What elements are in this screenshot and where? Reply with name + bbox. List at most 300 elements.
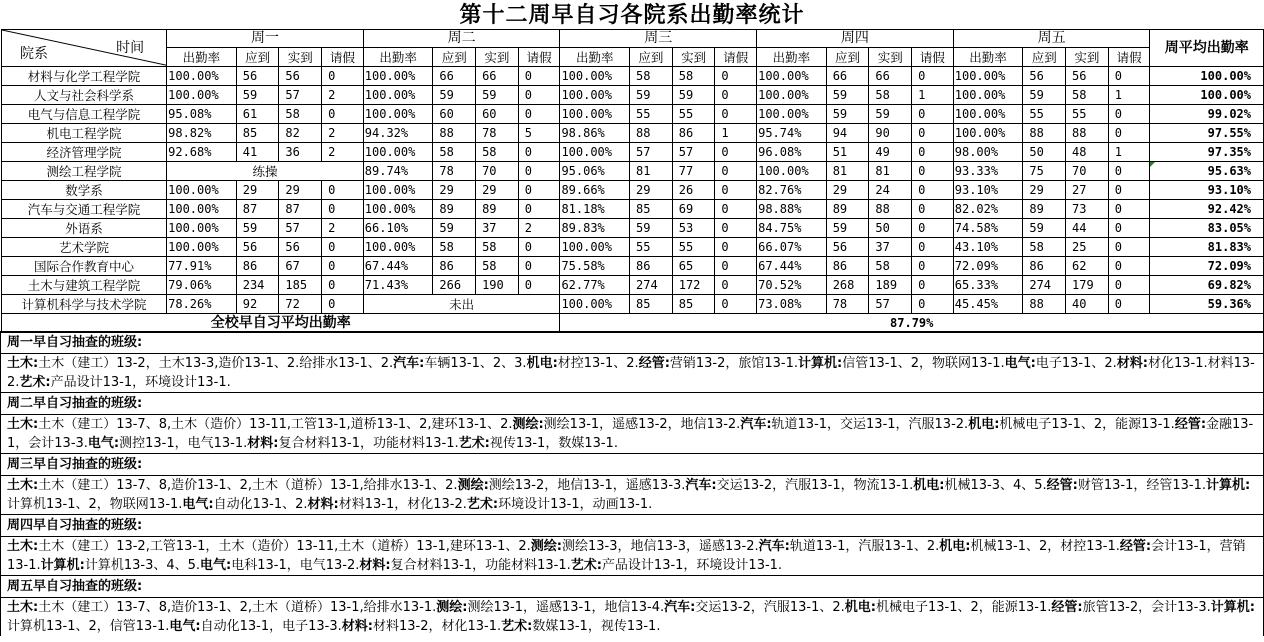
table-row (2, 276, 1264, 295)
college-label: 艺术: (458, 436, 490, 451)
class-list: 机械13-1、2，材控13-1. (970, 539, 1120, 554)
present-cell: 60 (476, 105, 519, 124)
present-cell: 81 (869, 162, 912, 181)
leave-cell: 0 (518, 86, 560, 105)
subheader-present: 实到 (672, 48, 715, 67)
rate-cell: 43.10% (953, 238, 1023, 257)
leave-cell: 0 (912, 143, 954, 162)
dept-name: 材料与化学工程学院 (2, 67, 167, 86)
subheader-due: 应到 (826, 48, 869, 67)
present-cell: 26 (672, 181, 715, 200)
rate-cell: 100.00% (953, 86, 1023, 105)
leave-cell: 0 (518, 200, 560, 219)
rate-cell: 95.08% (167, 105, 237, 124)
day-check-heading: 周二早自习抽查的班级: (1, 392, 1263, 414)
leave-cell: 0 (322, 276, 364, 295)
present-cell: 37 (476, 219, 519, 238)
leave-cell: 0 (715, 257, 757, 276)
leave-cell: 0 (1108, 295, 1150, 314)
leave-cell: 0 (518, 276, 560, 295)
class-list: 计算机13-1、2，信管13-1. (7, 619, 170, 634)
present-cell: 72 (279, 295, 322, 314)
rate-cell: 100.00% (757, 162, 827, 181)
due-cell: 89 (1023, 200, 1066, 219)
due-cell: 266 (433, 276, 476, 295)
due-cell: 274 (1023, 276, 1066, 295)
college-label: 经管: (1119, 539, 1152, 554)
due-cell: 274 (630, 276, 673, 295)
class-list: 测绘13-1，遥感13-2，地信13-2. (543, 417, 741, 432)
day-header-fri: 周五 (953, 30, 1150, 48)
class-list: 金融13-1，会计13-3. (7, 417, 1254, 451)
leave-cell: 0 (1108, 276, 1150, 295)
due-cell: 88 (630, 124, 673, 143)
present-cell: 29 (279, 181, 322, 200)
table-row (2, 162, 1264, 181)
table-row (2, 238, 1264, 257)
class-list: 机械电子13-1、2，能源13-1. (999, 417, 1175, 432)
dept-name: 计算机科学与技术学院 (2, 295, 167, 314)
table-row (2, 105, 1264, 124)
rate-cell: 100.00% (560, 67, 630, 86)
leave-cell: 1 (1108, 86, 1150, 105)
present-cell: 58 (476, 238, 519, 257)
due-cell: 59 (433, 219, 476, 238)
present-cell: 57 (279, 86, 322, 105)
present-cell: 67 (279, 257, 322, 276)
subheader-present: 实到 (476, 48, 519, 67)
day-check-classes (1, 475, 1263, 514)
due-cell: 268 (826, 276, 869, 295)
present-cell: 82 (279, 124, 322, 143)
class-list: 交运13-2，汽服13-1、2. (695, 600, 845, 615)
due-cell: 86 (236, 257, 279, 276)
rate-cell: 100.00% (167, 86, 237, 105)
rate-cell: 45.45% (953, 295, 1023, 314)
leave-cell: 0 (518, 143, 560, 162)
present-cell: 59 (672, 86, 715, 105)
class-list: 电科13-1，电气13-2. (231, 558, 360, 573)
due-cell: 51 (826, 143, 869, 162)
leave-cell: 1 (1108, 143, 1150, 162)
leave-cell: 0 (322, 200, 364, 219)
subheader-due: 应到 (433, 48, 476, 67)
class-list: 复合材料13-1，功能材料13-1. (390, 558, 571, 573)
college-label: 电气: (1004, 356, 1036, 371)
leave-cell: 0 (518, 67, 560, 86)
college-label: 材料: (359, 558, 391, 573)
present-cell: 77 (672, 162, 715, 181)
day-check-heading: 周三早自习抽查的班级: (1, 453, 1263, 475)
present-cell: 185 (279, 276, 322, 295)
weekly-avg-header: 周平均出勤率 (1150, 30, 1264, 67)
due-cell: 88 (1023, 295, 1066, 314)
college-label: 机电: (913, 478, 945, 493)
table-row (2, 200, 1264, 219)
leave-cell: 0 (322, 181, 364, 200)
due-cell: 56 (236, 67, 279, 86)
rate-cell: 72.09% (953, 257, 1023, 276)
present-cell: 58 (869, 257, 912, 276)
leave-cell: 0 (715, 162, 757, 181)
table-row (2, 257, 1264, 276)
class-list: 测控13-1，电气13-1. (119, 436, 248, 451)
leave-cell: 0 (715, 181, 757, 200)
class-list: 计算机13-1、2，物联网13-1. (7, 497, 183, 512)
college-label: 艺术: (466, 497, 499, 512)
class-list: 数媒13-1，视传13-1. (532, 619, 661, 634)
college-label: 材料: (247, 436, 279, 451)
weekly-avg-cell: 95.63% (1150, 162, 1264, 181)
class-list: 测绘13-3，地信13-3，遥感13-2. (562, 539, 759, 554)
weekly-avg-cell: 92.42% (1150, 200, 1264, 219)
rate-cell: 96.08% (757, 143, 827, 162)
leave-cell: 0 (912, 162, 954, 181)
subheader-present: 实到 (869, 48, 912, 67)
leave-cell: 0 (1108, 181, 1150, 200)
weekly-avg-cell: 72.09% (1150, 257, 1264, 276)
leave-cell: 0 (912, 257, 954, 276)
present-cell: 25 (1066, 238, 1109, 257)
present-cell: 29 (476, 181, 519, 200)
college-label: 经管: (638, 356, 670, 371)
due-cell: 56 (236, 238, 279, 257)
class-list: 测绘13-2，地信13-1，遥感13-3. (488, 478, 686, 493)
due-cell: 59 (630, 86, 673, 105)
due-cell: 89 (433, 200, 476, 219)
leave-cell: 0 (1108, 105, 1150, 124)
college-label: 电气: (182, 497, 214, 512)
rate-cell: 71.43% (363, 276, 433, 295)
weekly-avg-cell: 93.10% (1150, 181, 1264, 200)
present-cell: 58 (1066, 86, 1109, 105)
class-list: 复合材料13-1，功能材料13-1. (278, 436, 459, 451)
school-avg-label: 全校早自习平均出勤率 (2, 314, 560, 333)
rate-cell: 100.00% (757, 67, 827, 86)
dept-name: 经济管理学院 (2, 143, 167, 162)
present-cell: 59 (476, 86, 519, 105)
due-cell: 61 (236, 105, 279, 124)
rate-cell: 94.32% (363, 124, 433, 143)
college-label: 汽车: (758, 539, 790, 554)
due-cell: 92 (236, 295, 279, 314)
weekly-avg-cell: 59.36% (1150, 295, 1264, 314)
college-label: 土木: (7, 417, 39, 432)
rate-cell: 100.00% (363, 181, 433, 200)
leave-cell: 0 (1108, 257, 1150, 276)
present-cell: 57 (869, 295, 912, 314)
rate-cell: 100.00% (560, 143, 630, 162)
corner-time-label: 时间 (116, 40, 145, 56)
due-cell: 29 (1023, 181, 1066, 200)
present-cell: 69 (672, 200, 715, 219)
rate-cell: 89.74% (363, 162, 433, 181)
class-list: 信管13-1、2，物联网13-1. (842, 356, 1005, 371)
due-cell: 57 (630, 143, 673, 162)
present-cell: 62 (1066, 257, 1109, 276)
college-label: 计算机: (40, 558, 85, 573)
leave-cell: 2 (322, 124, 364, 143)
table-row (2, 181, 1264, 200)
subheader-due: 应到 (630, 48, 673, 67)
class-list: 材料13-2，材化13-1. (372, 619, 502, 634)
rate-cell: 89.66% (560, 181, 630, 200)
day-check-classes (1, 536, 1263, 575)
present-cell: 40 (1066, 295, 1109, 314)
rate-cell: 70.52% (757, 276, 827, 295)
rate-cell: 98.00% (953, 143, 1023, 162)
dept-name: 艺术学院 (2, 238, 167, 257)
class-list: 会计13-1，营销13-1. (7, 539, 1246, 573)
class-list: 土木（建工）13-2,工管13-1，土木（造价）13-11,土木（道桥）13-1,建环13-1、2. (38, 539, 531, 554)
leave-cell: 0 (715, 276, 757, 295)
day-header-wed: 周三 (560, 30, 757, 48)
table-row (2, 219, 1264, 238)
subheader-due: 应到 (236, 48, 279, 67)
subheader-rate: 出勤率 (363, 48, 433, 67)
due-cell: 59 (826, 219, 869, 238)
due-cell: 56 (1023, 67, 1066, 86)
present-cell: 78 (476, 124, 519, 143)
rate-cell: 100.00% (167, 200, 237, 219)
present-cell: 88 (1066, 124, 1109, 143)
class-list: 轨道13-1，汽服13-1、2. (789, 539, 940, 554)
class-list: 财管13-1，经管13-1. (1077, 478, 1207, 493)
present-cell: 85 (672, 295, 715, 314)
table-row (2, 295, 1264, 314)
college-label: 土木: (7, 539, 39, 554)
present-cell: 86 (672, 124, 715, 143)
due-cell: 85 (630, 200, 673, 219)
leave-cell: 0 (715, 238, 757, 257)
dept-name: 测绘工程学院 (2, 162, 167, 181)
present-cell: 53 (672, 219, 715, 238)
rate-cell: 100.00% (363, 105, 433, 124)
college-label: 土木: (7, 478, 39, 493)
subheader-leave: 请假 (912, 48, 954, 67)
leave-cell: 0 (912, 67, 954, 86)
leave-cell: 0 (912, 219, 954, 238)
present-cell: 190 (476, 276, 519, 295)
college-label: 土木: (7, 600, 39, 615)
college-label: 经管: (1046, 478, 1078, 493)
school-avg-row (2, 314, 1264, 333)
college-label: 计算机: (1206, 478, 1251, 493)
subheader-rate: 出勤率 (953, 48, 1023, 67)
present-cell: 55 (672, 105, 715, 124)
present-cell: 56 (279, 238, 322, 257)
leave-cell: 5 (518, 124, 560, 143)
college-label: 汽车: (685, 478, 717, 493)
due-cell: 59 (1023, 86, 1066, 105)
due-cell: 59 (826, 105, 869, 124)
leave-cell: 0 (912, 124, 954, 143)
rate-cell: 100.00% (363, 200, 433, 219)
present-cell: 56 (279, 67, 322, 86)
leave-cell: 2 (322, 143, 364, 162)
due-cell: 66 (826, 67, 869, 86)
leave-cell: 2 (322, 86, 364, 105)
present-cell: 57 (672, 143, 715, 162)
rate-cell: 66.10% (363, 219, 433, 238)
rate-cell: 98.82% (167, 124, 237, 143)
college-label: 机电: (939, 539, 971, 554)
due-cell: 41 (236, 143, 279, 162)
leave-cell: 0 (322, 105, 364, 124)
class-list: 自动化13-1、2. (213, 497, 308, 512)
dept-name: 电气与信息工程学院 (2, 105, 167, 124)
leave-cell: 0 (1108, 238, 1150, 257)
due-cell: 29 (433, 181, 476, 200)
present-cell: 58 (869, 86, 912, 105)
subheader-leave: 请假 (322, 48, 364, 67)
rate-cell: 100.00% (953, 105, 1023, 124)
class-list: 产品设计13-1，环境设计13-1. (601, 558, 783, 573)
present-cell: 55 (672, 238, 715, 257)
weekly-avg-cell: 100.00% (1150, 67, 1264, 86)
class-list: 土木（建工）13-7、8,土木（造价）13-11,工管13-1,道桥13-1、2,建环13-1、2. (38, 417, 513, 432)
leave-cell: 0 (518, 162, 560, 181)
rate-cell: 100.00% (560, 238, 630, 257)
leave-cell: 0 (1108, 219, 1150, 238)
present-cell: 59 (869, 105, 912, 124)
rate-cell: 100.00% (757, 105, 827, 124)
college-label: 汽车: (740, 417, 772, 432)
leave-cell: 0 (912, 238, 954, 257)
class-list: 机械电子13-1、2，能源13-1. (875, 600, 1052, 615)
present-cell: 66 (869, 67, 912, 86)
college-label: 艺术: (570, 558, 602, 573)
due-cell: 58 (433, 238, 476, 257)
day-check-classes (1, 597, 1263, 636)
rate-cell: 100.00% (560, 105, 630, 124)
rate-cell: 100.00% (363, 67, 433, 86)
present-cell: 58 (476, 143, 519, 162)
dept-name: 人文与社会科学系 (2, 86, 167, 105)
due-cell: 59 (1023, 219, 1066, 238)
sheet-title: 第十二周早自习各院系出勤率统计 (459, 3, 805, 28)
due-cell: 60 (433, 105, 476, 124)
rate-cell: 100.00% (560, 295, 630, 314)
present-cell: 55 (1066, 105, 1109, 124)
class-list: 测绘13-1，遥感13-1，地信13-4. (467, 600, 665, 615)
due-cell: 55 (630, 105, 673, 124)
rate-cell: 100.00% (953, 67, 1023, 86)
due-cell: 59 (236, 86, 279, 105)
due-cell: 81 (826, 162, 869, 181)
rate-cell: 89.83% (560, 219, 630, 238)
leave-cell: 1 (715, 124, 757, 143)
due-cell: 29 (236, 181, 279, 200)
present-cell: 66 (476, 67, 519, 86)
weekly-avg-cell: 100.00% (1150, 86, 1264, 105)
college-label: 电气: (169, 619, 201, 634)
due-cell: 59 (236, 219, 279, 238)
college-label: 机电: (844, 600, 876, 615)
subheader-present: 实到 (1066, 48, 1109, 67)
due-cell: 94 (826, 124, 869, 143)
due-cell: 50 (1023, 143, 1066, 162)
rate-cell: 78.26% (167, 295, 237, 314)
class-list: 自动化13-1，电子13-3. (200, 619, 342, 634)
rate-cell: 62.77% (560, 276, 630, 295)
class-list: 材化13-1.材料13-2. (7, 356, 1255, 390)
day-header-mon: 周一 (167, 30, 364, 48)
due-cell: 86 (826, 257, 869, 276)
due-cell: 58 (433, 143, 476, 162)
subheader-leave: 请假 (1108, 48, 1150, 67)
present-cell: 24 (869, 181, 912, 200)
college-label: 材料: (1116, 356, 1148, 371)
weekly-avg-cell: 97.35% (1150, 143, 1264, 162)
due-cell: 85 (630, 295, 673, 314)
day-check-classes (1, 414, 1263, 453)
class-list: 材料13-1，材化13-2. (338, 497, 467, 512)
due-cell: 59 (630, 219, 673, 238)
table-row (2, 67, 1264, 86)
subheader-rate: 出勤率 (757, 48, 827, 67)
present-cell: 49 (869, 143, 912, 162)
rate-cell: 92.68% (167, 143, 237, 162)
college-label: 机电: (526, 356, 558, 371)
leave-cell: 0 (322, 295, 364, 314)
due-cell: 78 (433, 162, 476, 181)
table-row (2, 124, 1264, 143)
rate-cell: 100.00% (363, 143, 433, 162)
present-cell: 58 (672, 67, 715, 86)
leave-cell: 0 (322, 257, 364, 276)
due-cell: 86 (1023, 257, 1066, 276)
college-label: 计算机: (1210, 600, 1255, 615)
rate-cell: 66.07% (757, 238, 827, 257)
present-cell: 73 (1066, 200, 1109, 219)
present-cell: 27 (1066, 181, 1109, 200)
present-cell: 90 (869, 124, 912, 143)
due-cell: 87 (236, 200, 279, 219)
subheader-rate: 出勤率 (167, 48, 237, 67)
rate-cell: 100.00% (757, 86, 827, 105)
due-cell: 66 (433, 67, 476, 86)
college-label: 艺术: (19, 375, 51, 390)
leave-cell: 0 (1108, 124, 1150, 143)
college-label: 汽车: (393, 356, 425, 371)
rate-cell: 77.91% (167, 257, 237, 276)
present-cell: 57 (279, 219, 322, 238)
class-list: 车辆13-1、2、3. (424, 356, 527, 371)
weekly-avg-cell: 83.05% (1150, 219, 1264, 238)
rate-cell: 100.00% (167, 219, 237, 238)
college-label: 材料: (307, 497, 339, 512)
rate-cell: 79.06% (167, 276, 237, 295)
rate-cell: 100.00% (167, 181, 237, 200)
leave-cell: 0 (518, 257, 560, 276)
rate-cell: 93.33% (953, 162, 1023, 181)
rate-cell: 65.33% (953, 276, 1023, 295)
present-cell: 36 (279, 143, 322, 162)
corner-header-cell (2, 30, 167, 67)
attendance-table (1, 29, 1264, 333)
rate-cell: 98.88% (757, 200, 827, 219)
class-list: 营销13-2，旅馆13-1. (669, 356, 799, 371)
rate-cell: 100.00% (560, 86, 630, 105)
class-list: 土木（建工）13-7、8,造价13-1、2,土木（道桥）13-1,给排水13-1、2. (38, 478, 458, 493)
due-cell: 88 (1023, 124, 1066, 143)
leave-cell: 0 (1108, 200, 1150, 219)
present-cell: 58 (476, 257, 519, 276)
class-list: 材控13-1、2. (557, 356, 639, 371)
day-check-heading: 周一早自习抽查的班级: (1, 331, 1263, 353)
rate-cell: 75.58% (560, 257, 630, 276)
